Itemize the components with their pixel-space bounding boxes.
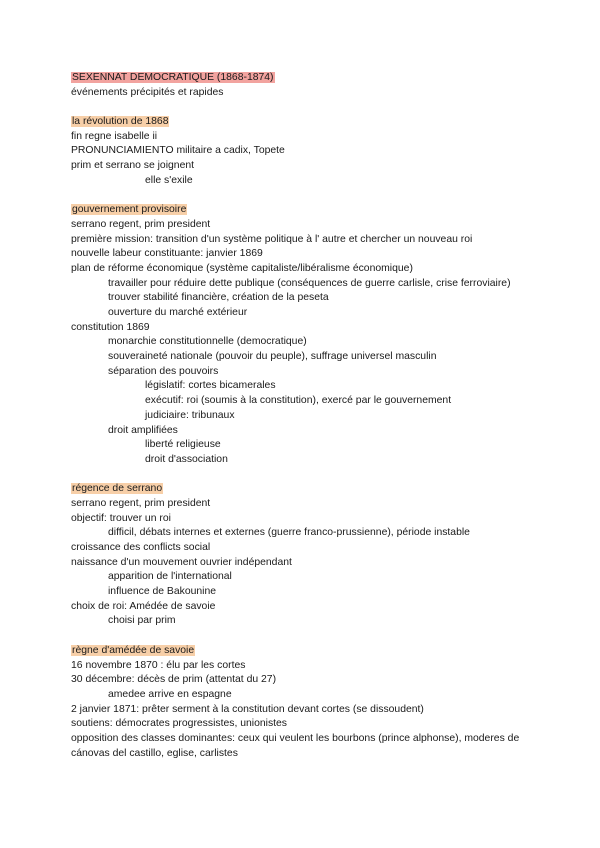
- note-line: ouverture du marché extérieur: [108, 307, 248, 319]
- note-line: choix de roi: Amédée de savoie: [71, 600, 216, 612]
- note-line: objectif: trouver un roi: [71, 512, 171, 524]
- note-line: 16 novembre 1870 : élu par les cortes: [71, 659, 246, 671]
- document-title: SEXENNAT DEMOCRATIQUE (1868-1874): [72, 72, 274, 83]
- document-subtitle: événements précipités et rapides: [71, 86, 224, 98]
- note-line: 2 janvier 1871: prêter serment à la constitution devant cortes (se dissoudent): [71, 703, 424, 715]
- note-line: séparation des pouvoirs: [108, 365, 219, 377]
- note-line: exécutif: roi (soumis à la constitution), exercé par le gouvernement: [145, 395, 452, 407]
- note-line: opposition des classes dominantes: ceux qui veulent les bourbons (prince alphonse), moderes de cánovas del castillo, eglise, carlistes: [71, 732, 520, 759]
- section-heading-amedee: règne d'amédée de savoie: [72, 644, 195, 656]
- note-line: elle s'exile: [145, 174, 193, 186]
- spacer: [71, 468, 541, 483]
- note-line: monarchie constitutionnelle (democratique): [108, 336, 307, 348]
- note-line: droit amplifiées: [108, 424, 178, 436]
- note-line: difficil, débats internes et externes (guerre franco-prussienne), période instable: [108, 527, 470, 539]
- note-line: droit d'association: [145, 453, 228, 465]
- note-line: constitution 1869: [71, 321, 150, 333]
- note-line: croissance des conflicts social: [71, 542, 211, 554]
- note-line: fin regne isabelle ii: [71, 130, 158, 142]
- note-line: apparition de l'international: [108, 571, 232, 583]
- note-line: judiciaire: tribunaux: [145, 409, 235, 421]
- notes-body: [71, 71, 541, 761]
- note-line: choisi par prim: [108, 615, 176, 627]
- note-line: liberté religieuse: [145, 439, 221, 451]
- note-line: PRONUNCIAMIENTO militaire a cadix, Topete: [71, 145, 285, 157]
- note-line: législatif: cortes bicamerales: [145, 380, 276, 392]
- note-line: souveraineté nationale (pouvoir du peuple), suffrage universel masculin: [108, 351, 437, 363]
- spacer: [71, 629, 541, 644]
- spacer: [71, 100, 541, 115]
- note-line: plan de réforme économique (système capitaliste/libéralisme économique): [71, 262, 413, 274]
- note-line: nouvelle labeur constituante: janvier 1869: [71, 248, 263, 260]
- section-heading-revolution: la révolution de 1868: [72, 116, 169, 128]
- section-heading-regence: régence de serrano: [72, 483, 163, 495]
- note-line: prim et serrano se joignent: [71, 160, 195, 172]
- note-line: serrano regent, prim president: [71, 218, 211, 230]
- note-line: 30 décembre: décès de prim (attentat du 27): [71, 674, 277, 686]
- note-line: trouver stabilité financière, création de la peseta: [108, 292, 329, 304]
- spacer: [71, 189, 541, 204]
- note-line: travailler pour réduire dette publique (conséquences de guerre carlisle, crise ferroviaire): [108, 277, 511, 289]
- section-heading-gouvernement: gouvernement provisoire: [72, 204, 187, 216]
- note-line: naissance d'un mouvement ouvrier indépendant: [71, 556, 292, 568]
- note-line: première mission: transition d'un système politique à l' autre et chercher un nouveau roi: [71, 233, 473, 245]
- note-line: influence de Bakounine: [108, 586, 217, 598]
- note-line: soutiens: démocrates progressistes, unionistes: [71, 718, 288, 730]
- note-line: amedee arrive en espagne: [108, 688, 232, 700]
- note-line: serrano regent, prim president: [71, 497, 211, 509]
